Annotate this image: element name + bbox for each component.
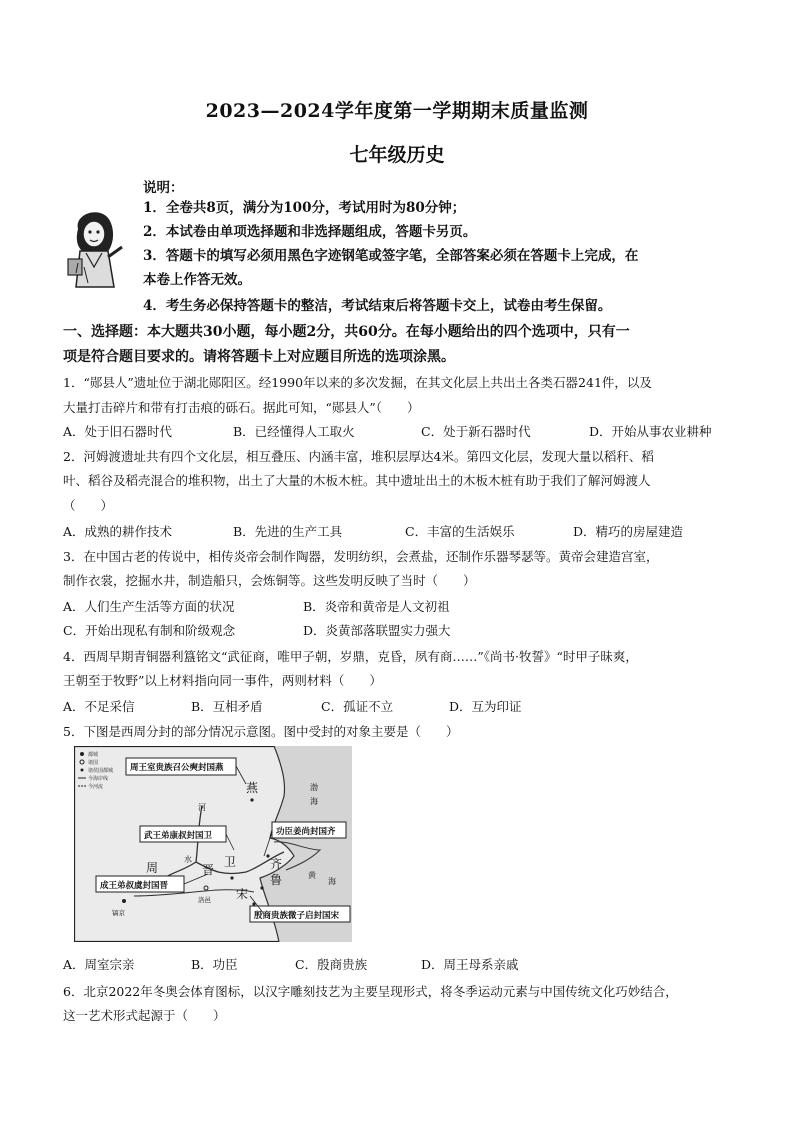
state-label: 宋: [236, 887, 249, 901]
water-label: 渤: [310, 783, 318, 792]
western-zhou-map: [74, 746, 352, 942]
state-label: 周: [146, 861, 159, 875]
note-item: 3．答题卡的填写必须用黑色字迹钢笔或签字笔，全部答案必须在答题卡上完成，在: [143, 248, 639, 264]
exam-title: 2023—2024学年度第一学期期末质量监测: [205, 100, 589, 122]
option-d[interactable]: D．互为印证: [449, 699, 522, 714]
question-text: 大量打击碎片和带有打击痕的砾石。据此可知，“郧县人”（ ）: [63, 400, 420, 415]
option-d[interactable]: D．周王母系亲戚: [421, 957, 519, 972]
section-heading: 一、选择题：本大题共30小题，每小题2分，共60分。在每小题给出的四个选项中，只有一: [63, 324, 630, 340]
notes-label: 说明：: [143, 180, 184, 196]
question-text: 5．下图是西周分封的部分情况示意图。图中受封的对象主要是（ ）: [63, 724, 459, 739]
water-label: 海: [328, 877, 336, 886]
place-label: 镐京: [112, 909, 125, 917]
question-text: 王朝至于牧野”以上材料指向同一事件，两则材料（ ）: [63, 673, 382, 688]
question-text: 4．西周早期青铜器利簋铭文“武征商，唯甲子朝，岁鼎，克昏，夙有商……”《尚书·牧誓》“时甲子昧爽，: [63, 649, 638, 664]
state-label: 卫: [224, 855, 237, 869]
map-callout: 功臣姜尚封国齐: [276, 827, 336, 837]
legend-item: 今海岸线: [88, 776, 109, 782]
legend-item: 诸国: [88, 760, 99, 766]
option-b[interactable]: B．功臣: [191, 957, 238, 972]
note-item: 2．本试卷由单项选择题和非选择题组成，答题卡另页。: [143, 224, 477, 240]
question-options: [63, 695, 735, 719]
option-b[interactable]: B．先进的生产工具: [233, 524, 343, 539]
question-text: 这一艺术形式起源于（ ）: [63, 1008, 226, 1023]
question-text: （ ）: [63, 498, 114, 513]
option-a[interactable]: A．成熟的耕作技术: [63, 524, 173, 539]
option-a[interactable]: A．周室宗亲: [63, 957, 135, 972]
legend-item: 都城: [88, 752, 99, 758]
legend-item: 诸侯国都城: [88, 768, 114, 774]
water-label: 海: [310, 797, 318, 806]
question-text: 叶、稻谷及稻壳混合的堆积物，出土了大量的木板木桩。其中遗址出土的木板木桩有助于我们了解河姆渡人: [63, 473, 651, 488]
map-callout: 武王弟康叔封国卫: [144, 831, 213, 841]
option-b[interactable]: B．互相矛盾: [191, 699, 263, 714]
option-c[interactable]: C．处于新石器时代: [421, 424, 531, 439]
option-d[interactable]: D．精巧的房屋建造: [573, 524, 684, 539]
map-callout: 殷商贵族微子启封国宋: [254, 911, 340, 921]
question-text: 制作衣裳，挖掘水井，制造船只，会炼铜等。这些发明反映了当时（ ）: [63, 573, 476, 588]
question-text: 1．“郧县人”遗址位于湖北郧阳区。经1990年以来的多次发掘，在其文化层上共出土各类石器241件，以及: [63, 375, 652, 390]
option-d[interactable]: D．炎黄部落联盟实力强大: [303, 623, 451, 638]
option-a[interactable]: A．处于旧石器时代: [63, 424, 173, 439]
question-options: [63, 520, 735, 544]
water-label: 河: [198, 803, 206, 812]
option-b[interactable]: B．炎帝和黄帝是人文初祖: [303, 599, 450, 614]
question-options: [63, 595, 735, 619]
state-label: 晋: [202, 863, 215, 877]
question-options: [63, 420, 735, 444]
state-label: 燕: [246, 781, 259, 795]
legend-item: 今河流: [88, 784, 104, 790]
option-a[interactable]: A．不足采信: [63, 699, 135, 714]
state-label: 齐: [270, 857, 283, 871]
option-a[interactable]: A．人们生产生活等方面的状况: [63, 599, 235, 614]
question-text: 6．北京2022年冬奥会体育图标，以汉字雕刻技艺为主要呈现形式，将冬季运动元素与中国传统文化巧妙结合，: [63, 984, 678, 999]
question-options: [63, 619, 735, 643]
map-callout: 周王室贵族召公奭封国燕: [130, 763, 224, 773]
map-callout: 成王弟叔虞封国晋: [100, 881, 169, 891]
option-c[interactable]: C．开始出现私有制和阶级观念: [63, 623, 236, 638]
question-text: 3．在中国古老的传说中，相传炎帝会制作陶器，发明纺织，会煮盐，还制作乐器琴瑟等。黄帝会建造宫室，: [63, 549, 659, 564]
note-item: 本卷上作答无效。: [143, 272, 251, 288]
option-c[interactable]: C．丰富的生活娱乐: [405, 524, 515, 539]
place-label: 洛邑: [198, 896, 211, 904]
water-label: 黄: [308, 871, 316, 880]
section-heading: 项是符合题目要求的。请将答题卡上对应题目所选的选项涂黑。: [63, 349, 455, 365]
question-text: 2．河姆渡遗址共有四个文化层，相互叠压、内涵丰富，堆积层厚达4米。第四文化层，发现大量以稻秆、稻: [63, 449, 654, 464]
option-d[interactable]: D．开始从事农业耕种: [589, 424, 712, 439]
teacher-cartoon-icon: [64, 207, 126, 291]
note-item: 1．全卷共8页，满分为100分，考试用时为80分钟；: [143, 200, 466, 216]
question-options: [63, 953, 735, 977]
state-label: 鲁: [270, 873, 283, 887]
option-c[interactable]: C．孤证不立: [321, 699, 394, 714]
option-c[interactable]: C．殷商贵族: [295, 957, 368, 972]
subject-title: 七年级历史: [349, 144, 445, 166]
option-b[interactable]: B．已经懂得人工取火: [233, 424, 355, 439]
water-label: 水: [184, 855, 192, 864]
note-item: 4．考生务必保持答题卡的整洁，考试结束后将答题卡交上，试卷由考生保留。: [143, 298, 612, 314]
